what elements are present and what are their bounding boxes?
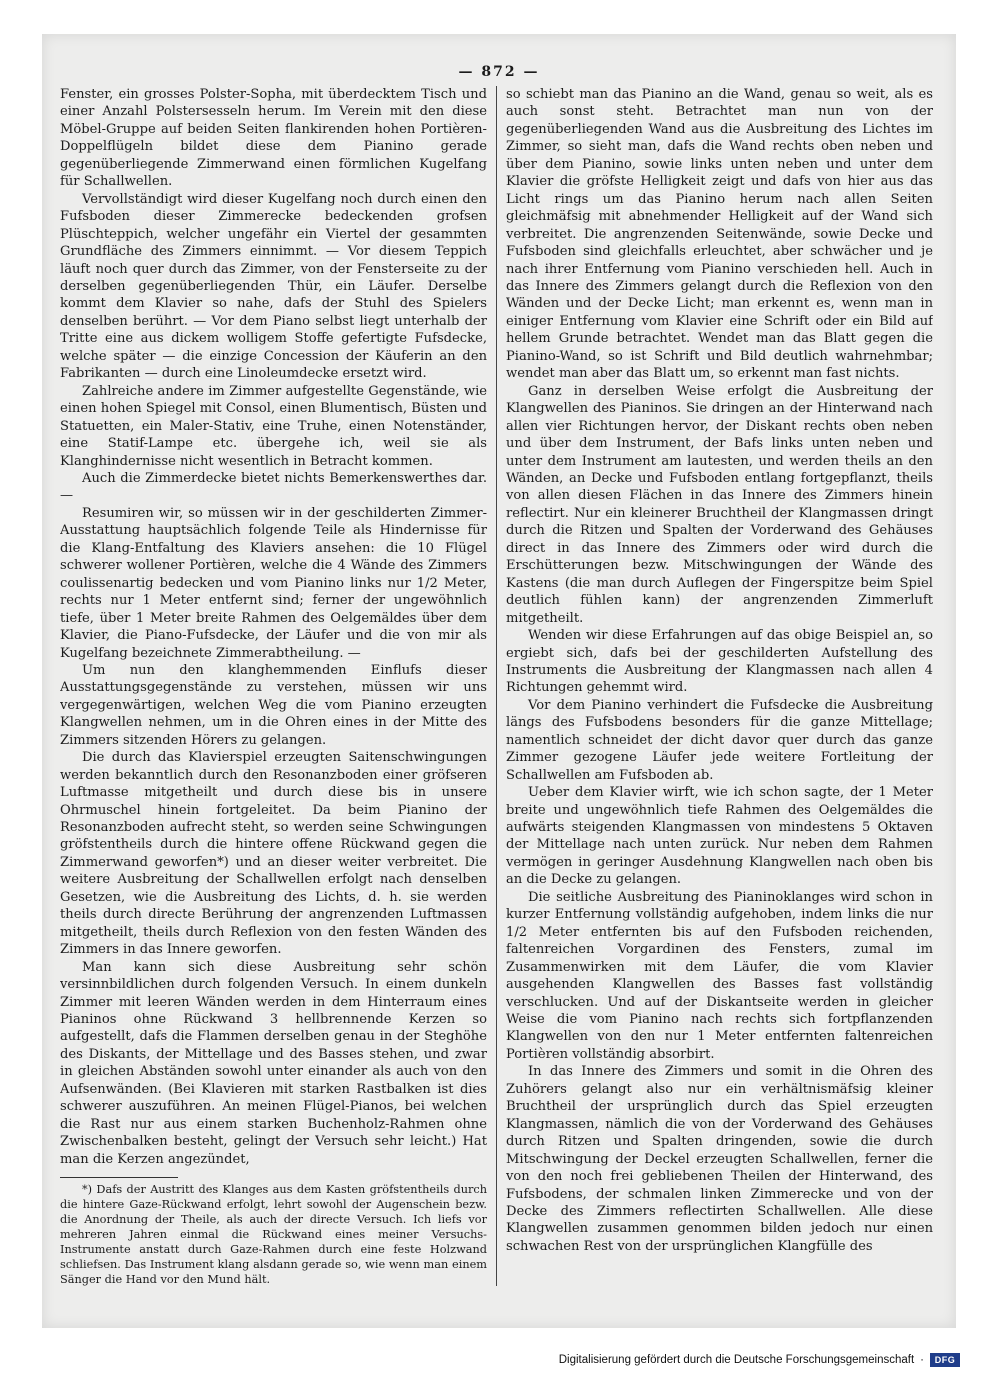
paragraph: Man kann sich diese Ausbreitung sehr schön versinnbildlichen durch folgenden Versuch. In einem dunkeln Zimmer mit leeren Wänden werden in dem Hinterraum eines Pianinos ohne Rückwand 3 hellbrennende Kerzen so aufgestellt, dafs die Flammen derselben genau in der Steghöhe des Diskants, der Mittellage und des Basses stehen, und zwar in gleichen Abständen sowohl unter einander als auch von den Aufsenwänden. (Bei Klavieren mit starken Rastbalken ist dies schwerer auszuführen. An meinen Flügel-Pianos, bei welchen die Rast nur aus einem starken Buchenholz-Rahmen ohne Zwischenbalken besteht, gelingt der Versuch sehr leicht.) Hat man die Kerzen angezündet, [60,959,487,1167]
paragraph: so schiebt man das Pianino an die Wand, genau so weit, als es auch sonst steht. Betrachtet man nun von der gegenüberliegenden Wand aus die Ausbreitung des Lichtes im Zimmer, so sieht man, dafs die Wand rechts oben neben und über dem Pianino, sowie links unten neben und unter dem Klavier die gröfste Helligkeit zeigt und dafs von hier aus das Licht rings um das Pianino herum nach allen Seiten gleichmäfsig mit abnehmender Helligkeit auf der Wand sich verbreitet. Die angrenzenden Seitenwände, sowie Decke und Fufsboden sind gleichfalls erleuchtet, aber schwächer und je nach ihrer Entfernung vom Pianino verschieden hell. Auch in das Innere des Zimmers gelangt durch die Reflexion von den Wänden und der Decke Licht; man erkennt es, wenn man in einiger Entfernung vom Klavier eine Schrift oder ein Bild auf hellem Grunde betrachtet. Wendet man das Blatt gegen die Pianino-Wand, so ist Schrift und Bild deutlich wahrnehmbar; wendet man aber das Blatt um, so erkennt man fast nichts. [506,87,933,382]
credit-text: Digitalisierung gefördert durch die Deutsche Forschungsgemeinschaft [558,1354,915,1366]
paragraph: Vervollständigt wird dieser Kugelfang noch durch einen den Fufsboden dieser Zimmerecke bedeckenden grofsen Plüschteppich, welcher ungefähr ein Viertel der gesammten Grundfläche des Zimmers einnimmt. — Vor diesem Teppich läuft noch quer durch das Zimmer, von der Fensterseite zu der derselben gegenüberliegenden Thür, ein Läufer. Derselbe kommt dem Klavier so nahe, dafs der Stuhl des Spielers denselben berührt. — Vor dem Piano selbst liegt unterhalb der Tritte eine aus dickem wolligem Stoffe gefertigte Fufsdecke, welche später — die einzige Concession der Käuferin an den Fabrikanten — durch eine Linoleumdecke ersetzt wird. [60,191,487,382]
paragraph: Fenster, ein grosses Polster-Sopha, mit überdecktem Tisch und einer Anzahl Polstersesseln herum. Im Verein mit den diese Möbel-Gruppe auf beiden Seiten flankirenden hohen Portièren-Doppelflügeln bildet diese dem Pianino gerade gegenüberliegende Zimmerwand einen förmlichen Kugelfang für Schallwellen. [60,87,487,190]
document-page [60,62,938,1324]
footnote-text: *) Dafs der Austritt des Klanges aus dem Kasten gröfstentheils durch die hintere Gaze-Rückwand erfolgt, lehrt sowohl der Augenschein bezw. die Anordnung der Theile, als auch der directe Versuch. Ich liefs vor mehreren Jahren einmal die Rückwand eines meiner Versuchs-Instrumente anstatt durch Gaze-Rahmen durch eine feste Holzwand schliefsen. Das Instrument klang alsdann gerade so, wie wenn man einem Sänger die Hand vor den Mund hält. [60,1183,487,1287]
paragraph: In das Innere des Zimmers und somit in die Ohren des Zuhörers gelangt also nur ein verhältnismäfsig kleiner Bruchtheil der ursprünglich durch das Spiel erzeugten Klangmassen, nämlich die von der Vorderwand des Gehäuses durch Ritzen und Spalten dringenden, sowie die durch Mitschwingung der Deckel erzeugten Schallwellen, ferner die von den noch frei gebliebenen Theilen der Hinterwand, des Fufsbodens, der schmalen linken Zimmerecke und von der Decke des Zimmers reflectirten Schallwellen. Alle diese Klangwellen zusammen genommen bilden jedoch nur einen schwachen Rest von der ursprünglichen Klangfülle des [506,1064,933,1254]
paragraph: Vor dem Pianino verhindert die Fufsdecke die Ausbreitung längs des Fufsbodens besonders für die ganze Mittellage; namentlich schneidet der dicht davor quer durch das ganze Zimmer gezogene Läufer jede weitere Fortleitung der Schallwellen am Fufsboden ab. [506,697,933,783]
paragraph: Resumiren wir, so müssen wir in der geschilderten Zimmer-Ausstattung hauptsächlich folgende Teile als Hindernisse für die Klang-Entfaltung des Klaviers ansehen: die 10 Flügel schwerer wollener Portièren, welche die 4 Wände des Zimmers coulissenartig bedecken und vom Pianino links nur 1/2 Meter, rechts nur 1 Meter entfernt sind; ferner der ungewöhnlich tiefe, über 1 Meter breite Rahmen des Oelgemäldes über dem Klavier, die Piano-Fufsdecke, der Läufer und die von mir als Kugelfang bezeichnete Zimmerabtheilung. — [60,505,487,661]
paragraph: Auch die Zimmerdecke bietet nichts Bemerkenswerthes dar. — [60,470,487,504]
dfg-logo-text: DFG [934,1355,956,1365]
page-number: — 872 — [458,64,540,80]
separator-dot: · [920,1354,924,1366]
funding-credit [559,1349,960,1371]
dfg-logo-icon [930,1353,960,1367]
footnote [60,1182,487,1287]
paragraph: Die durch das Klavierspiel erzeugten Saitenschwingungen werden bekanntlich durch den Resonanzboden einer gröfseren Luftmasse mitgetheilt und durch diese bis in unsere Ohrmuschel hinein fortgeleitet. Da beim Pianino der Resonanzboden aufrecht steht, so werden seine Schwingungen gröfstentheils durch die hintere offene Rückwand gegen die Zimmerwand geworfen*) und an dieser weiter verbreitet. Die weitere Ausbreitung der Schallwellen erfolgt nach denselben Gesetzen, wie die Ausbreitung des Lichts, d. h. sie werden theils durch directe Berührung der angrenzenden Luftmassen mitgetheilt, theils durch Reflexion von den festen Wänden des Zimmers in das Innere geworfen. [60,750,487,958]
right-column [506,86,933,1322]
paragraph: Um nun den klanghemmenden Einflufs dieser Ausstattungsgegenstände zu verstehen, müssen wir uns vergegenwärtigen, welchen Weg die vom Pianino erzeugten Klangwellen nehmen, um in die Ohren eines in der Mitte des Zimmers sitzenden Hörers zu gelangen. [60,662,487,748]
paragraph: Zahlreiche andere im Zimmer aufgestellte Gegenstände, wie einen hohen Spiegel mit Consol, einen Blumentisch, Büsten und Statuetten, ein Maler-Stativ, eine Truhe, einen Notenständer, eine Statif-Lampe etc. übergehe ich, weil sie als Klanghindernisse nicht wesentlich in Betracht kommen. [60,383,487,469]
footnote-separator [60,1177,178,1178]
paragraph: Ueber dem Klavier wirft, wie ich schon sagte, der 1 Meter breite und ungewöhnlich tiefe Rahmen des Oelgemäldes die aufwärts steigenden Klangmassen von mindestens 5 Oktaven der Mittellage nach unten zurück. Nur neben dem Rahmen vermögen in geringer Ausdehnung Klangwellen nach oben bis an die Decke zu gelangen. [506,785,933,888]
column-divider [496,86,497,1286]
paragraph: Wenden wir diese Erfahrungen auf das obige Beispiel an, so ergiebt sich, dafs bei der geschilderten Aufstellung des Instruments die Ausbreitung der Klangmassen nach allen 4 Richtungen gehemmt wird. [506,628,933,696]
paragraph: Ganz in derselben Weise erfolgt die Ausbreitung der Klangwellen des Pianinos. Sie dringen an der Hinterwand nach allen vier Richtungen hervor, der Diskant rechts oben neben und über dem Instrument, der Bafs links unten neben und unter dem Instrument am lautesten, und werden theils an den Wänden, an Decke und Fufsboden entlang fortgepflanzt, theils von allen diesen Flächen in das Innere des Zimmers hinein reflectirt. Nur ein kleinerer Bruchtheil der Klangmassen dringt durch die Ritzen und Spalten der Vorderwand des Gehäuses direct in das Innere des Zimmers oder wird durch die Erschütterungen bezw. Mitschwingungen der Wände des Kastens (die man durch Auflegen der Fingerspitze beim Spiel deutlich fühlen kann) der angrenzenden Zimmerluft mitgetheilt. [506,383,933,626]
paragraph: Die seitliche Ausbreitung des Pianinoklanges wird schon in kurzer Entfernung vollständig aufgehoben, indem links die nur 1/2 Meter entfernten bis auf den Fufsboden reichenden, faltenreichen Vorgardinen des Fensters, zumal im Zusammenwirken mit dem Läufer, die vom Klavier ausgehenden Klangwellen des Basses fast vollständig verschlucken. Und auf der Diskantseite werden in gleicher Weise die vom Pianino nach rechts sich fortpflanzenden Klangwellen von den nur 1 Meter entfernten faltenreichen Portièren vollständig absorbirt. [506,889,933,1062]
left-column [60,86,487,1322]
